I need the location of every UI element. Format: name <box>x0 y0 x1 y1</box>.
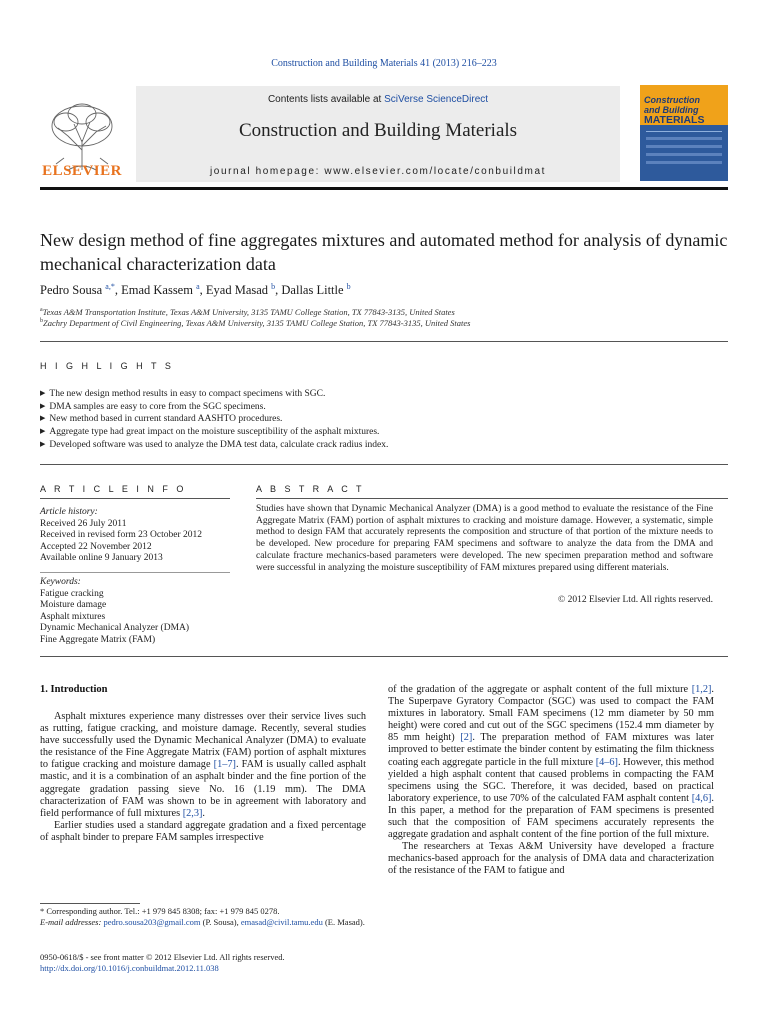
cover-title-line2: and Building <box>644 105 699 115</box>
history-entry: Received 26 July 2011 <box>40 518 127 529</box>
author-name[interactable]: Eyad Masad <box>205 283 269 298</box>
history-entry: Accepted 22 November 2012 <box>40 541 152 552</box>
cover-title-line1: Construction <box>644 95 700 105</box>
body-column-left <box>40 711 366 844</box>
front-matter <box>40 952 285 974</box>
author-superscript[interactable]: b <box>346 282 351 291</box>
author-superscript[interactable]: a <box>196 282 200 291</box>
affiliation <box>40 307 455 317</box>
affiliation-marker: b <box>40 318 43 325</box>
author-name[interactable]: Dallas Little <box>281 283 344 298</box>
keyword: Fine Aggregate Matrix (FAM) <box>40 634 156 645</box>
text-run: . The Superpave Gyratory Compactor (SGC) was used to compact the FAM mixtures in laboratory. Small FAM specimens (12 mm diameter by 50 mm height) were cored and cut out of the SGC specimens (152.4 mm diameter by 85 mm height) <box>388 684 714 744</box>
paragraph: The researchers at Texas A&M University have developed a fracture mechanics-based approach for the analysis of DMA data and characterization of the resistance of the FAM to fatigue and <box>388 841 714 877</box>
journal-homepage[interactable]: journal homepage: www.elsevier.com/locate/conbuildmat <box>209 166 547 177</box>
paper-title: New design method of fine aggregates mixtures and automated method for analysis of dynamic mechanical characterization data <box>40 230 728 274</box>
text-run: . In this paper, a method for the preparation of FAM specimens is presented such that the composition of FAM specimens accurately represents the aggregate gradation and asphalt content of the fine portion of the full mixture. <box>388 792 714 841</box>
affiliation <box>40 318 470 328</box>
abstract-text: Studies have shown that Dynamic Mechanical Analyzer (DMA) is a good method to evaluate the resistance of the Fine Aggregate Matrix (FAM) portion of asphalt mixtures to cracking and moisture damage. However, a systematic, simple method to design FAM that accurately represents the composition and structure of that portion of the mixture needs to be developed. New procedure for preparing FAM specimens and software to analyze the data from the DMA and calculate fracture mechanics-based parameters were developed. The new specimen preparation method and software were successful in analyzing the moisture susceptibility of FAM mixtures prepared using different materials. <box>256 504 713 573</box>
footnote <box>40 906 366 928</box>
affiliation-text: Zachry Department of Civil Engineering, Texas A&M University, 3135 TAMU College Station, TX 77843-3135, United States <box>43 318 471 328</box>
history-entry: Available online 9 January 2013 <box>40 553 163 563</box>
email-owner: (P. Sousa), <box>200 917 241 927</box>
highlight-item: ▶ New method based in current standard AASHTO procedures. <box>40 413 730 426</box>
citation-link[interactable]: [4,6] <box>691 792 712 804</box>
divider <box>40 656 728 657</box>
email-owner: (E. Masad). <box>322 917 365 927</box>
highlight-item: ▶ Aggregate type had great impact on the moisture susceptibility of the asphalt mixtures. <box>40 426 730 439</box>
keywords <box>40 577 230 646</box>
header-rule <box>40 187 728 190</box>
article-info-label: A R T I C L E I N F O <box>40 484 187 494</box>
citation-link[interactable]: [2,3] <box>182 807 203 819</box>
keywords-heading: Keywords: <box>40 577 81 587</box>
paragraph <box>388 684 714 841</box>
text-run: . However, this method yielded a high asphalt content that caused problems in compacting the FAM specimens using the SGC. Therefore, it was decided, based on practical laboratory experience, to use 70% of the calculated FAM asphalt content <box>388 756 715 804</box>
article-info-rule <box>40 498 230 499</box>
citation-link[interactable]: [4–6] <box>595 756 618 768</box>
divider <box>40 341 728 342</box>
sciencedirect-link[interactable]: SciVerse ScienceDirect <box>384 94 489 105</box>
corresponding-author-note: * Corresponding author. Tel.: +1 979 845 8308; fax: +1 979 845 0278. <box>40 906 280 916</box>
text-run: . <box>202 807 205 819</box>
citation-link[interactable]: [1,2] <box>691 684 712 695</box>
contents-line <box>136 94 620 105</box>
keyword: Dynamic Mechanical Analyzer (DMA) <box>40 623 190 633</box>
email-link[interactable]: emasad@civil.tamu.edu <box>240 917 323 927</box>
author-list: Pedro Sousa $^{a,*}$, Emad Kassem $^a$, Eyad Masad $^b$, Dallas Little $^b$ <box>40 282 351 298</box>
info-divider <box>40 572 230 573</box>
author-name[interactable]: Pedro Sousa <box>40 283 103 298</box>
cover-title <box>644 95 724 125</box>
cover-body <box>646 131 722 176</box>
keyword: Moisture damage <box>40 600 107 610</box>
citation-link[interactable]: [2] <box>460 732 473 744</box>
doi-link[interactable]: http://dx.doi.org/10.1016/j.conbuildmat.2012.11.038 <box>40 963 219 973</box>
history-heading: Article history: <box>40 507 98 517</box>
text-run: . The preparation method of FAM mixtures was later improved to better estimate the binder content by estimating the film thickness coating each aggregate particle in the full mixture <box>388 732 714 768</box>
text-run: Asphalt mixtures experience many distresses over their service lives such as rutting, fatigue cracking, and moisture damage. Recently, several studies have successfully used the Dynamic Mechanical Analyzer (DMA) to evaluate the resistance of the Fine Aggregate Matrix (FAM) portion of asphalt mixtures to fatigue cracking and moisture damage <box>40 711 366 771</box>
author-name[interactable]: Emad Kassem <box>121 283 193 298</box>
cover-title-line3: MATERIALS <box>644 114 705 126</box>
email-label: E-mail addresses: <box>40 917 104 927</box>
paragraph <box>40 711 366 820</box>
paragraph: Earlier studies used a standard aggregate gradation and a fixed percentage of asphalt binder to prepare FAM samples irrespective <box>40 819 366 843</box>
affiliation-marker: a <box>40 307 43 314</box>
highlight-item: ▶ DMA samples are easy to core from the SGC specimens. <box>40 401 730 414</box>
abstract-label: A B S T R A C T <box>256 484 365 494</box>
footnote-rule <box>40 903 140 904</box>
abstract-copyright: © 2012 Elsevier Ltd. All rights reserved. <box>558 595 713 605</box>
text-run: . FAM is usually called asphalt mastic, and it is a combination of an asphalt binder and the fine portion of the aggregate gradation passing sieve No. 16 (1.19 mm). The DMA characterization of FAM was shown to be in agreement with laboratory and field performance of full mixtures <box>40 759 366 819</box>
abstract-rule <box>256 498 728 499</box>
citation-link[interactable]: [1–7] <box>213 759 236 771</box>
publisher-logo-text: ELSEVIER <box>42 163 122 179</box>
section-heading: 1. Introduction <box>40 684 108 695</box>
article-history <box>40 507 230 565</box>
keyword: Asphalt mixtures <box>40 611 106 622</box>
email-link[interactable]: pedro.sousa203@gmail.com <box>103 917 201 927</box>
highlights-list <box>40 388 730 452</box>
journal-title: Construction and Building Materials <box>238 120 518 141</box>
highlight-item: ▶ Developed software was used to analyze the DMA test data, calculate crack radius index. <box>40 439 730 452</box>
email-note <box>40 917 366 928</box>
contents-prefix: Contents lists available at <box>267 94 385 105</box>
author-superscript[interactable]: a,* <box>105 282 115 291</box>
divider <box>40 464 728 465</box>
text-run: of the gradation of the aggregate or asphalt content of the full mixture <box>388 684 692 695</box>
history-entry: Received in revised form 23 October 2012 <box>40 530 202 540</box>
highlights-label: H I G H L I G H T S <box>40 361 174 371</box>
issn-line: 0950-0618/$ - see front matter © 2012 Elsevier Ltd. All rights reserved. <box>40 952 285 962</box>
affiliation-text: Texas A&M Transportation Institute, Texas A&M University, 3135 TAMU College Station, TX 77843-3135, United States <box>42 307 455 317</box>
journal-citation[interactable]: Construction and Building Materials 41 (2013) 216–223 <box>271 58 497 69</box>
journal-cover-thumbnail <box>640 85 728 181</box>
body-column-right <box>388 684 714 878</box>
author-superscript[interactable]: b <box>271 282 276 291</box>
highlight-item: ▶ The new design method results in easy to compact specimens with SGC. <box>40 388 730 401</box>
keyword: Fatigue cracking <box>40 588 104 599</box>
